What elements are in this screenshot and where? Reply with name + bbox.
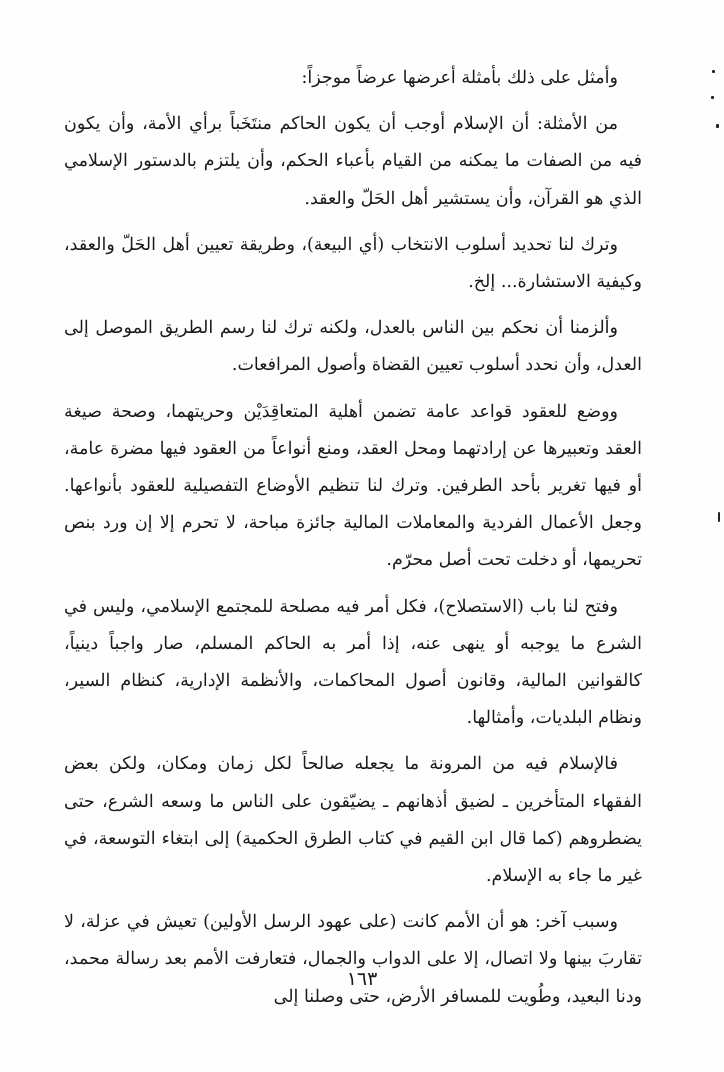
margin-speck xyxy=(711,96,714,99)
paragraph-ruler-election: من الأمثلة: أن الإسلام أوجب أن يكون الحاكم منتَخَباً برأي الأمة، وأن يكون فيه من الصفات ما يمكنه من القيام بأعباء الحكم، وأن يلتزم بالدستور الإسلامي الذي هو القرآن، وأن يستشير أهل الحَلّ والعقد. xyxy=(64,114,642,209)
margin-speck xyxy=(716,124,719,128)
paragraph-justice: وألزمنا أن نحكم بين الناس بالعدل، ولكنه ترك لنا رسم الطريق الموصل إلى العدل، وأن نحدد أسلوب تعيين القضاة وأصول المرافعات. xyxy=(64,318,642,376)
paragraph-contracts: ووضع للعقود قواعد عامة تضمن أهلية المتعاقِدَيْن وحريتهما، وصحة صيغة العقد وتعبيرها عن إرادتهما ومحل العقد، ومنع أنواعاً من العقود فيها مضرة عامة، أو فيها تغرير بأحد الطرفين. وترك لنا تنظيم الأوضاع التفصيلية للعقود بأنواعها. وجعل الأعمال الفردية والمعاملات المالية جائزة مباحة، لا تحرم إلا إن ورد بنص تحريمها، أو دخلت تحت أصل محرّم. xyxy=(64,401,642,571)
paragraph-another-reason: وسبب آخر: هو أن الأمم كانت (على عهود الرسل الأولين) تعيش في عزلة، لا تقاربَ بينها ولا اتصال، إلا على الدواب والجمال، فتعارفت الأمم بعد رسالة محمد، ودنا البعيد، وطُويت للمسافر الأرض، حتى وصلنا إلى xyxy=(64,912,642,1007)
page-number: ١٦٣ xyxy=(346,968,378,990)
body-text xyxy=(64,60,642,1025)
paragraph-election-method: وترك لنا تحديد أسلوب الانتخاب (أي البيعة)، وطريقة تعيين أهل الحَلّ والعقد، وكيفية الاستشارة... إلخ. xyxy=(64,234,642,293)
paragraph-flexibility: فالإسلام فيه من المرونة ما يجعله صالحاً لكل زمان ومكان، ولكن بعض الفقهاء المتأخرين ـ لضيق أذهانهم ـ يضيّقون على الناس ما وسعه الشرع، حتى يضطروهم (كما قال ابن القيم في كتاب الطرق الحكمية) إلى ابتغاء التوسعة، في غير ما جاء به الإسلام. xyxy=(64,754,642,887)
paragraph-istislah: وفتح لنا باب (الاستصلاح)، فكل أمر فيه مصلحة للمجتمع الإسلامي، وليس في الشرع ما يوجبه أو ينهى عنه، إذا أمر به الحاكم المسلم، صار واجباً دينياً، كالقوانين المالية، وقانون أصول المحاكمات، والأنظمة الإدارية، كنظام السير، ونظام البلديات، وأمثالها. xyxy=(64,596,642,729)
margin-speck xyxy=(712,70,715,73)
margin-speck xyxy=(718,512,720,522)
paragraph-intro: وأمثل على ذلك بأمثلة أعرضها عرضاً موجزاً: xyxy=(301,68,618,88)
